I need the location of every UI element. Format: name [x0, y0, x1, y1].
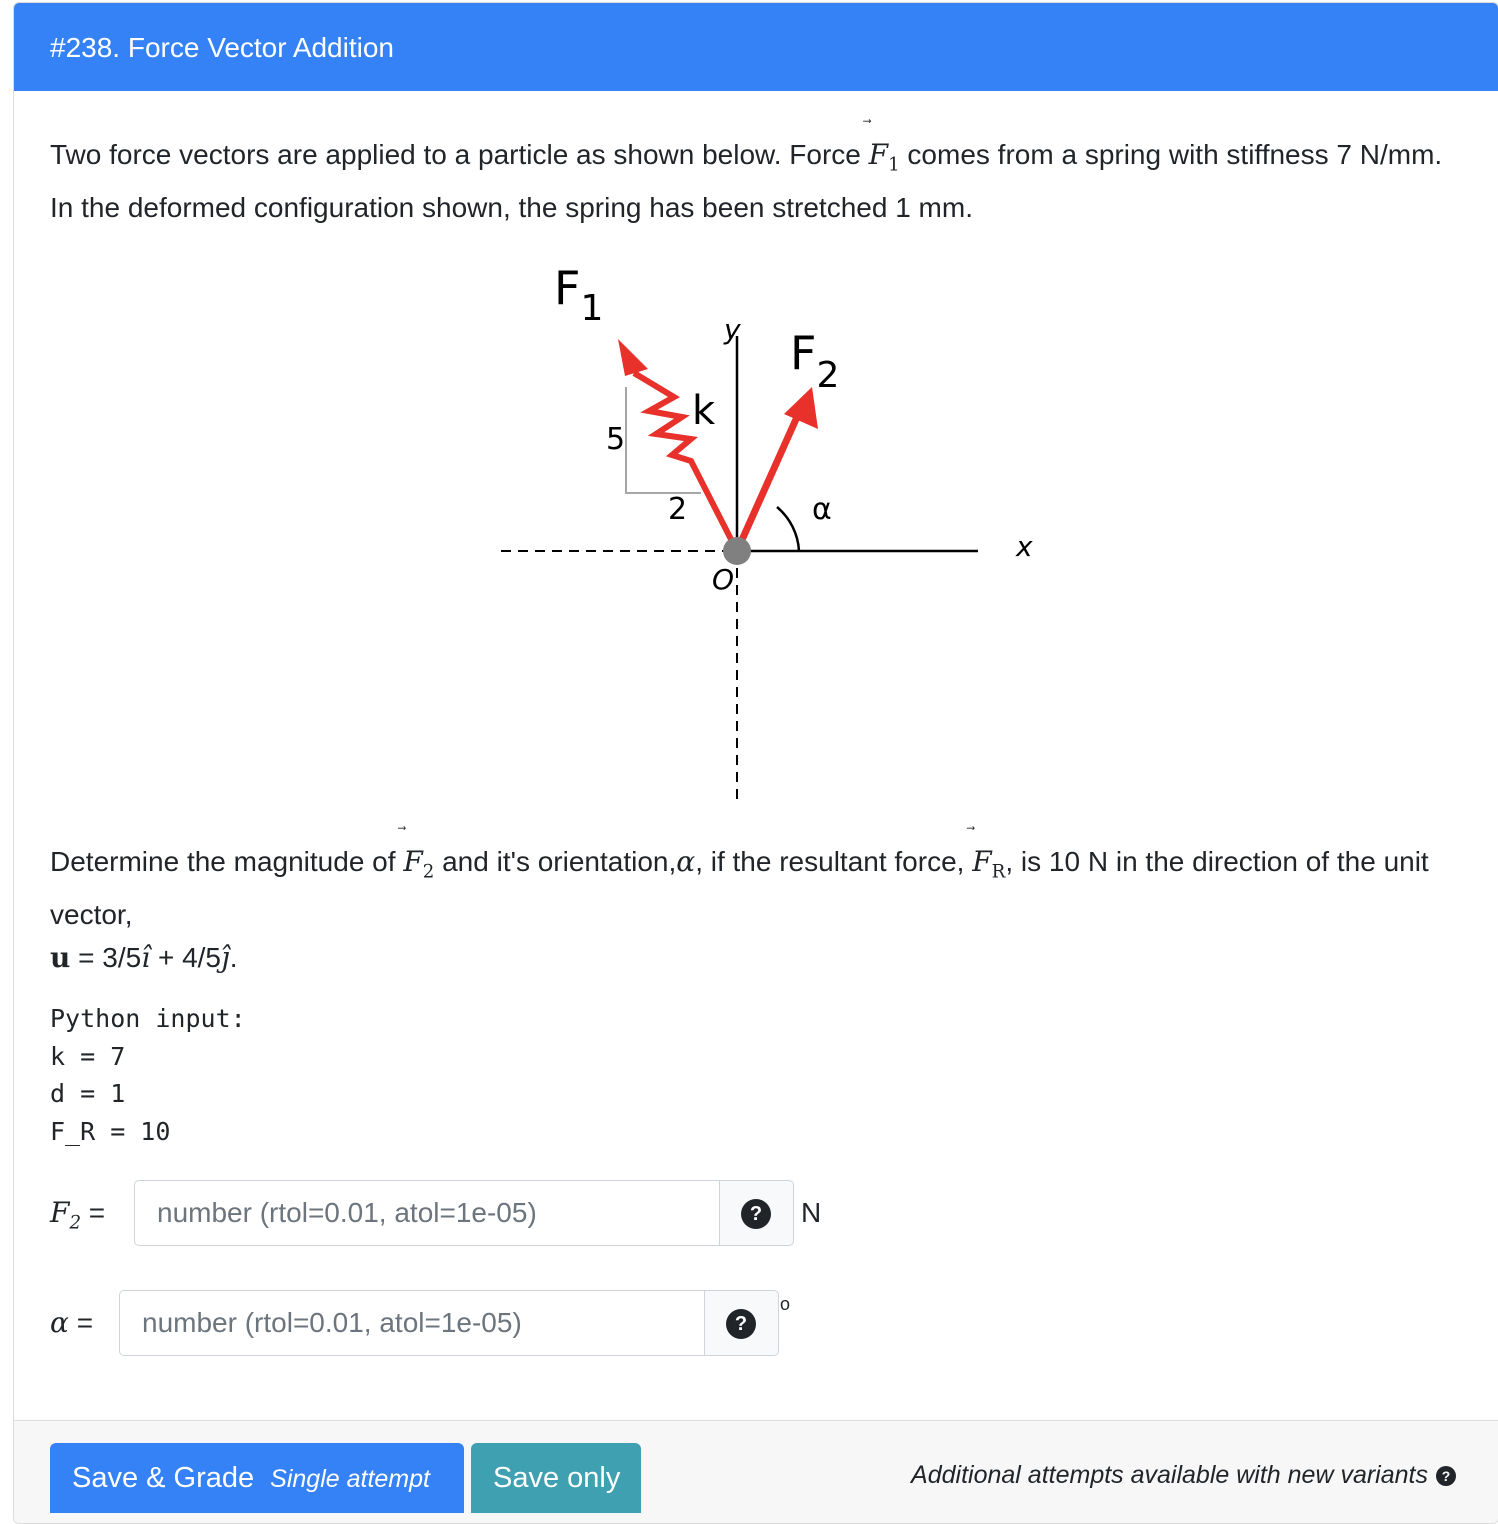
alpha-label: α [812, 492, 832, 527]
python-input-block [50, 1000, 246, 1150]
f2-label: $F_2$ [790, 326, 840, 396]
f2-vector [737, 417, 797, 551]
save-only-button[interactable]: Save only [471, 1443, 641, 1513]
question-intro: Two force vectors are applied to a particle as shown below. Force $F_1$ comes from a spring with stiffness 7 N/mm. In the deformed configuration shown, the spring has been stretched 1 mm. [50, 133, 1450, 229]
question-footer [14, 1420, 1498, 1524]
alpha-help-button[interactable] [705, 1290, 779, 1356]
f2-help-button[interactable] [720, 1180, 794, 1246]
f2-arrowhead [784, 387, 818, 429]
question-circle-icon: ? [741, 1199, 771, 1229]
attempts-note: Additional attempts available with new variants ? [911, 1461, 1456, 1490]
f1-arrowhead [618, 339, 648, 376]
f2-vector-symbol: $F_2$ [403, 845, 435, 883]
alpha-arc [777, 507, 799, 551]
alpha-answer-label: α = [50, 1306, 94, 1339]
f2-answer-label: $F_2$ = [50, 1196, 106, 1234]
question-header [14, 3, 1498, 91]
f1-label: $F_1$ [554, 261, 604, 329]
triangle-run-label: 2 [668, 492, 688, 527]
fr-vector-symbol: $F_R$ [972, 845, 1006, 883]
python-input-heading: Python input: [50, 1004, 246, 1033]
force-diagram [494, 249, 1054, 809]
x-axis-label: x [1016, 530, 1033, 563]
question-circle-icon[interactable]: ? [1436, 1466, 1456, 1486]
python-line: d = 1 [50, 1079, 126, 1108]
alpha-answer-input[interactable] [119, 1290, 705, 1356]
question-circle-icon: ? [726, 1309, 756, 1339]
question-card [13, 2, 1498, 1524]
particle [723, 537, 751, 565]
f2-input-group [134, 1180, 794, 1246]
python-line: F_R = 10 [50, 1116, 171, 1146]
degree-unit: o [780, 1294, 791, 1314]
triangle-rise-label: 5 [606, 422, 626, 457]
question-prompt: Determine the magnitude of $F_2$ and it's orientation,α, if the resultant force, $F_R$, is 10 N in the direction of the unit vector, u = 3/5ı̂ + 4/5ȷ̂. [50, 840, 1450, 979]
f2-unit: N [801, 1197, 822, 1228]
spring-k-label: k [692, 388, 716, 434]
alpha-input-group [119, 1290, 779, 1356]
origin-label: O [712, 563, 735, 596]
f1-vector-symbol: $F_1$ [868, 138, 900, 176]
question-title: #238. Force Vector Addition [50, 32, 394, 63]
f2-answer-input[interactable] [134, 1180, 720, 1246]
python-line: k = 7 [50, 1041, 126, 1071]
save-and-grade-button[interactable]: Save & Grade Single attempt [50, 1443, 464, 1513]
y-axis-label: y [724, 313, 741, 346]
